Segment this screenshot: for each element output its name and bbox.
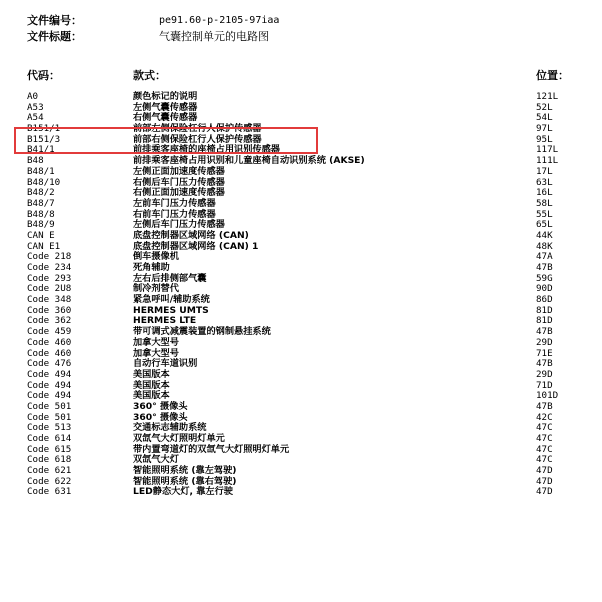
row-code: Code 460: [27, 336, 72, 348]
document-number-label: 文件编号：: [27, 14, 82, 27]
row-description: 前排乘客座椅占用识别和儿童座椅自动识别系统 (AKSE): [133, 155, 365, 167]
table-row: [0, 231, 602, 242]
row-position: 63L: [536, 176, 553, 188]
table-row: [0, 178, 602, 189]
row-description: 倒车摄像机: [133, 251, 179, 263]
row-description: 前排乘客座椅的座椅占用识别传感器: [133, 144, 280, 156]
row-position: 55L: [536, 208, 553, 220]
table-row: [0, 316, 602, 327]
row-description: 双氙气大灯照明灯单元: [133, 433, 225, 444]
row-code: B48/10: [27, 176, 61, 188]
row-position: 111L: [536, 155, 559, 167]
table-row: [0, 135, 602, 146]
row-code: Code 293: [27, 272, 72, 284]
row-position: 48K: [536, 240, 553, 252]
table-row: [0, 252, 602, 263]
table-row: [0, 188, 602, 199]
column-header-description: 款式：: [133, 69, 166, 82]
row-position: 47B: [536, 400, 553, 412]
table-row: [0, 103, 602, 114]
table-row: [0, 156, 602, 167]
row-position: 54L: [536, 112, 553, 124]
row-description: 带内置弯道灯的双氙气大灯照明灯单元: [133, 443, 290, 455]
row-position: 95L: [536, 133, 553, 145]
row-position: 71E: [536, 347, 553, 359]
legend-table: [0, 92, 602, 498]
table-row: [0, 338, 602, 349]
row-code: Code 218: [27, 251, 72, 263]
table-row: [0, 487, 602, 498]
row-code: B151/1: [27, 123, 61, 135]
table-row: [0, 477, 602, 488]
row-code: Code 501: [27, 400, 72, 412]
column-header-position: 位置：: [536, 69, 569, 82]
row-description: 左前车门压力传感器: [133, 197, 216, 209]
table-row: [0, 359, 602, 370]
row-description: 360° 摄像头: [133, 411, 188, 423]
row-position: 47A: [536, 251, 553, 263]
row-description: 前部左侧保险杠行人保护传感器: [133, 123, 262, 135]
table-row: [0, 466, 602, 477]
row-description: 左侧后车门压力传感器: [133, 219, 225, 231]
row-code: Code 460: [27, 347, 72, 359]
row-description: 右前车门压力传感器: [133, 208, 216, 220]
row-code: B41/1: [27, 144, 55, 156]
row-position: 44K: [536, 229, 553, 241]
row-code: Code 494: [27, 390, 72, 402]
row-position: 101D: [536, 390, 559, 402]
row-position: 42C: [536, 411, 553, 423]
row-description: 右侧后车门压力传感器: [133, 176, 225, 188]
row-description: 紧急呼叫/辅助系统: [133, 294, 210, 306]
row-code: Code 476: [27, 358, 72, 370]
table-row: [0, 370, 602, 381]
row-position: 59G: [536, 272, 553, 284]
row-position: 29D: [536, 368, 553, 380]
row-code: A0: [27, 91, 39, 102]
row-position: 81D: [536, 304, 553, 316]
row-code: B48/7: [27, 197, 55, 209]
row-position: 47B: [536, 358, 553, 370]
row-description: HERMES UMTS: [133, 304, 209, 316]
row-position: 47C: [536, 433, 553, 444]
row-code: Code 360: [27, 304, 72, 316]
row-code: Code 501: [27, 411, 72, 423]
row-description: 带可调式减震装置的钢制悬挂系统: [133, 326, 271, 338]
row-code: Code 348: [27, 294, 72, 306]
row-code: A54: [27, 112, 44, 124]
table-row: [0, 306, 602, 317]
table-row: [0, 445, 602, 456]
row-position: 97L: [536, 123, 553, 135]
table-row: [0, 349, 602, 360]
row-description: LED静态大灯, 靠左行驶: [133, 486, 233, 498]
row-position: 47B: [536, 262, 553, 273]
table-row: [0, 124, 602, 135]
row-position: 16L: [536, 187, 553, 199]
row-code: Code 459: [27, 326, 72, 338]
row-position: 65L: [536, 219, 553, 231]
row-description: 左侧正面加速度传感器: [133, 165, 225, 177]
row-description: 智能照明系统 (靠右驾驶): [133, 475, 237, 487]
table-row: [0, 92, 602, 103]
table-row: [0, 423, 602, 434]
table-row: [0, 274, 602, 285]
row-code: B48/9: [27, 219, 55, 231]
row-code: Code 618: [27, 454, 72, 466]
row-code: Code 622: [27, 475, 72, 487]
row-position: 47D: [536, 486, 553, 498]
table-row: [0, 242, 602, 253]
row-position: 117L: [536, 144, 559, 156]
row-position: 86D: [536, 294, 553, 306]
row-code: Code 494: [27, 379, 72, 391]
table-row: [0, 402, 602, 413]
table-row: [0, 295, 602, 306]
row-description: 加拿大型号: [133, 336, 179, 348]
row-description: 双氙气大灯: [133, 454, 179, 466]
table-row: [0, 327, 602, 338]
row-code: Code 494: [27, 368, 72, 380]
row-code: B48: [27, 155, 44, 167]
row-description: 右侧正面加速度传感器: [133, 187, 225, 199]
row-description: 死角辅助: [133, 262, 170, 273]
row-description: 颜色标记的说明: [133, 91, 198, 102]
row-code: CAN E1: [27, 240, 61, 252]
row-position: 81D: [536, 315, 553, 327]
row-code: CAN E: [27, 229, 55, 241]
table-row: [0, 220, 602, 231]
row-code: Code 614: [27, 433, 72, 444]
table-row: [0, 113, 602, 124]
row-position: 52L: [536, 101, 553, 113]
row-description: 加拿大型号: [133, 347, 179, 359]
row-code: Code 631: [27, 486, 72, 498]
row-description: 底盘控制器区域网络 (CAN) 1: [133, 240, 259, 252]
table-row: [0, 263, 602, 274]
row-description: 交通标志辅助系统: [133, 422, 207, 434]
table-row: [0, 381, 602, 392]
row-code: Code 234: [27, 262, 72, 273]
row-position: 29D: [536, 336, 553, 348]
row-code: A53: [27, 101, 44, 113]
row-description: 360° 摄像头: [133, 400, 188, 412]
table-row: [0, 199, 602, 210]
row-position: 47C: [536, 454, 553, 466]
row-description: 美国版本: [133, 390, 170, 402]
column-header-code: 代码：: [27, 69, 60, 82]
row-description: 左右后排侧部气囊: [133, 272, 207, 284]
row-position: 121L: [536, 91, 559, 102]
row-description: 制冷剂替代: [133, 283, 179, 295]
row-description: 美国版本: [133, 368, 170, 380]
row-code: Code 615: [27, 443, 72, 455]
row-position: 58L: [536, 197, 553, 209]
row-description: 前部右侧保险杠行人保护传感器: [133, 133, 262, 145]
row-code: B48/1: [27, 165, 55, 177]
row-description: 左侧气囊传感器: [133, 101, 198, 113]
document-title-value: 气囊控制单元的电路图: [159, 30, 269, 43]
row-code: B48/2: [27, 187, 55, 199]
row-position: 47D: [536, 475, 553, 487]
row-description: 美国版本: [133, 379, 170, 391]
table-row: [0, 413, 602, 424]
document-number-value: pe91.60-p-2105-97iaa: [159, 15, 280, 26]
row-code: Code 513: [27, 422, 72, 434]
row-position: 71D: [536, 379, 553, 391]
table-row: [0, 434, 602, 445]
table-row: [0, 391, 602, 402]
row-position: 47C: [536, 422, 553, 434]
row-code: Code 362: [27, 315, 72, 327]
document-title-label: 文件标题：: [27, 30, 82, 43]
table-row: [0, 284, 602, 295]
row-description: 底盘控制器区域网络 (CAN): [133, 229, 249, 241]
row-position: 47C: [536, 443, 553, 455]
row-description: 右侧气囊传感器: [133, 112, 198, 124]
row-description: 智能照明系统 (靠左驾驶): [133, 465, 237, 477]
row-description: 自动行车道识别: [133, 358, 198, 370]
row-code: Code 621: [27, 465, 72, 477]
row-position: 47D: [536, 465, 553, 477]
row-code: B151/3: [27, 133, 61, 145]
row-position: 90D: [536, 283, 553, 295]
row-code: B48/8: [27, 208, 55, 220]
row-position: 17L: [536, 165, 553, 177]
row-code: Code 2U8: [27, 283, 72, 295]
row-description: HERMES LTE: [133, 315, 197, 327]
row-position: 47B: [536, 326, 553, 338]
table-row: [0, 455, 602, 466]
table-row: [0, 210, 602, 221]
table-row: [0, 167, 602, 178]
